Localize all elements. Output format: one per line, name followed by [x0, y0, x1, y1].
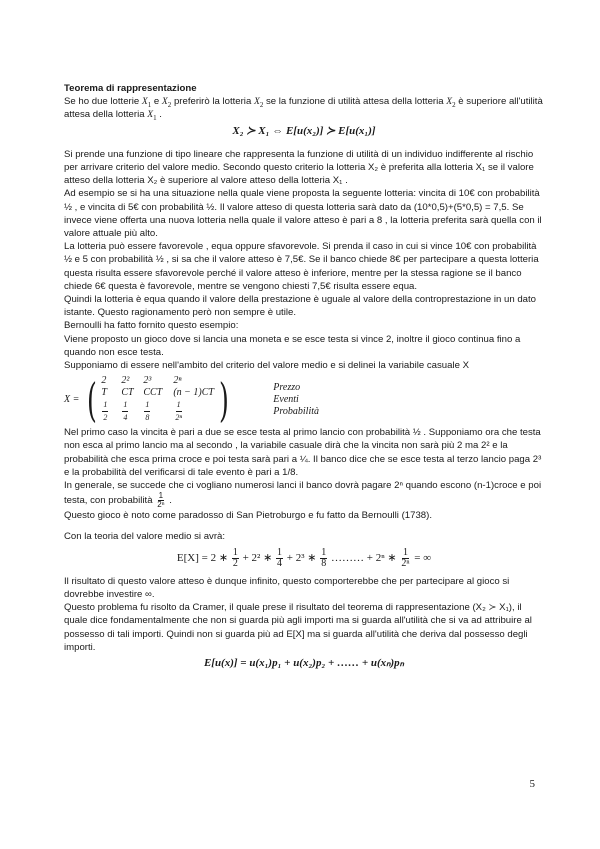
paragraph-10: In generale, se succede che ci vogliano numerosi lanci il banco dovrà pagare 2ⁿ quando escono (n-1)croce e poi testa, con probabilità $\frac{1}{\text{2ⁿ}}$ .: [64, 480, 542, 510]
page-number: 5: [529, 778, 535, 790]
formula-preference: X₂ ≻ X₁ ⇔ E[u(x₂)] ≻ E[u(x₁)]: [232, 124, 376, 137]
paragraph-7: Viene proposto un gioco dove si lancia una moneta e se esce testa si vince 2, inoltre il gioco continua fino a quando non esce testa.: [64, 333, 521, 358]
matrix-cell: CCT: [143, 387, 163, 399]
paragraph-1: Se ho due lotterie $X_1$ e $X_2$ preferirò la lotteria $X_2$ se la funzione di utilità attesa della lotteria $X_2$ è superiore all'utilità attesa della lotteria $X_1$ .: [64, 96, 543, 123]
paragraph-11: Questo gioco è noto come paradosso di San Pietroburgo e fu fatto da Bernoulli (1738).: [64, 510, 432, 522]
paragraph-9: Nel primo caso la vincita è pari a due se esce testa al primo lancio con probabilità ½ . Supponiamo ora che testa non esca al primo lancio ma al secondo , la variabile casuale dirà che la vincita non sarà più 2 ma 2² e la probabilità che esca prima croce e poi testa sarà pari a ¼. Il banco dice che se esce testa al terzo lancio paga 2³ e la probabilità del verificarsi di tale evento è pari a 1/8.: [64, 427, 542, 478]
row-label: Probabilità: [273, 405, 320, 417]
paragraph-14: Questo problema fu risolto da Cramer, il quale prese il risultato del teorema di rappresentazione (X₂ ≻ X₁), il quale dice fondamentalmente che non si guarda più agli importi ma si guarda all'utilità che si va ad attribuire al possesso di tali importi. Quindi non si guarda più ad E[X] ma si guarda all'utilità che deriva dal possesso degli importi.: [64, 602, 532, 653]
matrix-cell: 2ⁿ: [173, 375, 182, 387]
row-label: Eventi: [273, 393, 299, 405]
matrix-cell: $\frac{1}{4}$: [123, 400, 128, 423]
matrix-cell: 2²: [121, 375, 130, 387]
paragraph-2: Si prende una funzione di tipo lineare che rappresenta la funzione di utilità di un individuo indifferente al rischio per arrivare criterio del valore medio. Secondo questo criterio la lotteria X₂ è preferita alla lotteria X₁ se il valore atteso della lotteria X₂ è superiore al valore atteso della lotteria X₁ .: [64, 148, 534, 187]
formula-expected-value: E[X] = 2 ∗ $\frac{1}{2}$ + 2² ∗ $\frac{1}{4}$ + 2³ ∗ $\frac{1}{8}$ ……… + 2ⁿ ∗ $\frac{1}{\text{2ⁿ}}$ = ∞: [176, 546, 432, 569]
paragraph-13: Il risultato di questo valore atteso è dunque infinito, questo comporterebbe che per partecipare al gioco si dovrebbe investire ∞.: [64, 575, 510, 600]
paragraph-4: La lotteria può essere favorevole , equa oppure sfavorevole. Si prenda il caso in cui si vince 10€ con probabilità ½ e 5 con probabilità ½ , si sa che il valore atteso è 7,5€. Se il banco chiede 8€ per partecipare a questa lotteria questa risulta essere sfavorevole perché il valore atteso è inferiore, mentre per la stessa ragione se il banco chiede 6€ questa è favorevole, mentre se vengono chiesti 7,5€ risulta essere equa.: [64, 241, 539, 292]
paragraph-8: Supponiamo di essere nell'ambito del criterio del valore medio e si delinei la variabile casuale X: [64, 360, 469, 372]
formula-expected-utility: E[u(x)] = u(x₁)p₁ + u(x₂)p₂ + …… + u(xₙ)pₙ: [203, 656, 405, 669]
matrix-row-labels: [273, 382, 319, 418]
matrix-grid: [101, 375, 215, 424]
random-variable-matrix: [64, 372, 544, 427]
matrix-cell: $\frac{1}{2}$: [103, 400, 108, 423]
left-paren: (: [87, 372, 98, 427]
paragraph-5: Quindi la lotteria è equa quando il valore della prestazione è uguale al valore della controprestazione in un dato istante. Questo ragionamento però non sempre è utile.: [64, 294, 537, 319]
paragraph-3: Ad esempio se si ha una situazione nella quale viene proposta la seguente lotteria: vincita di 10€ con probabilità ½ , e vincita di 5€ con probabilità ½. Il valore atteso di questa lotteria sarà dato da (10*0,5)+(5*0,5) = 7,5. Se invece viene offerta una nuova lotteria nella quale il valore atteso è pari a 8 , la lotteria preferita sarà quella con il valore attuale più alto.: [64, 188, 542, 240]
row-label: Prezzo: [273, 381, 301, 393]
matrix-cell: 2³: [143, 375, 152, 387]
matrix-cell: CT: [121, 387, 134, 399]
paragraph-6: Bernoulli ha fatto fornito questo esempio:: [64, 320, 239, 332]
paragraph-12: Con la teoria del valore medio si avrà:: [64, 531, 226, 543]
right-paren: ): [219, 372, 230, 427]
section-title: Teorema di rappresentazione: [64, 83, 197, 94]
matrix-cell: 2: [101, 375, 107, 387]
matrix-cell: (n − 1)CT: [173, 387, 214, 399]
document-body: [64, 82, 544, 673]
matrix-cell: $\frac{1}{8}$: [145, 400, 150, 423]
matrix-lhs: X =: [64, 394, 80, 406]
matrix-cell: T: [101, 387, 107, 399]
matrix-cell: $\frac{1}{\text{2ⁿ}}$: [175, 400, 182, 423]
